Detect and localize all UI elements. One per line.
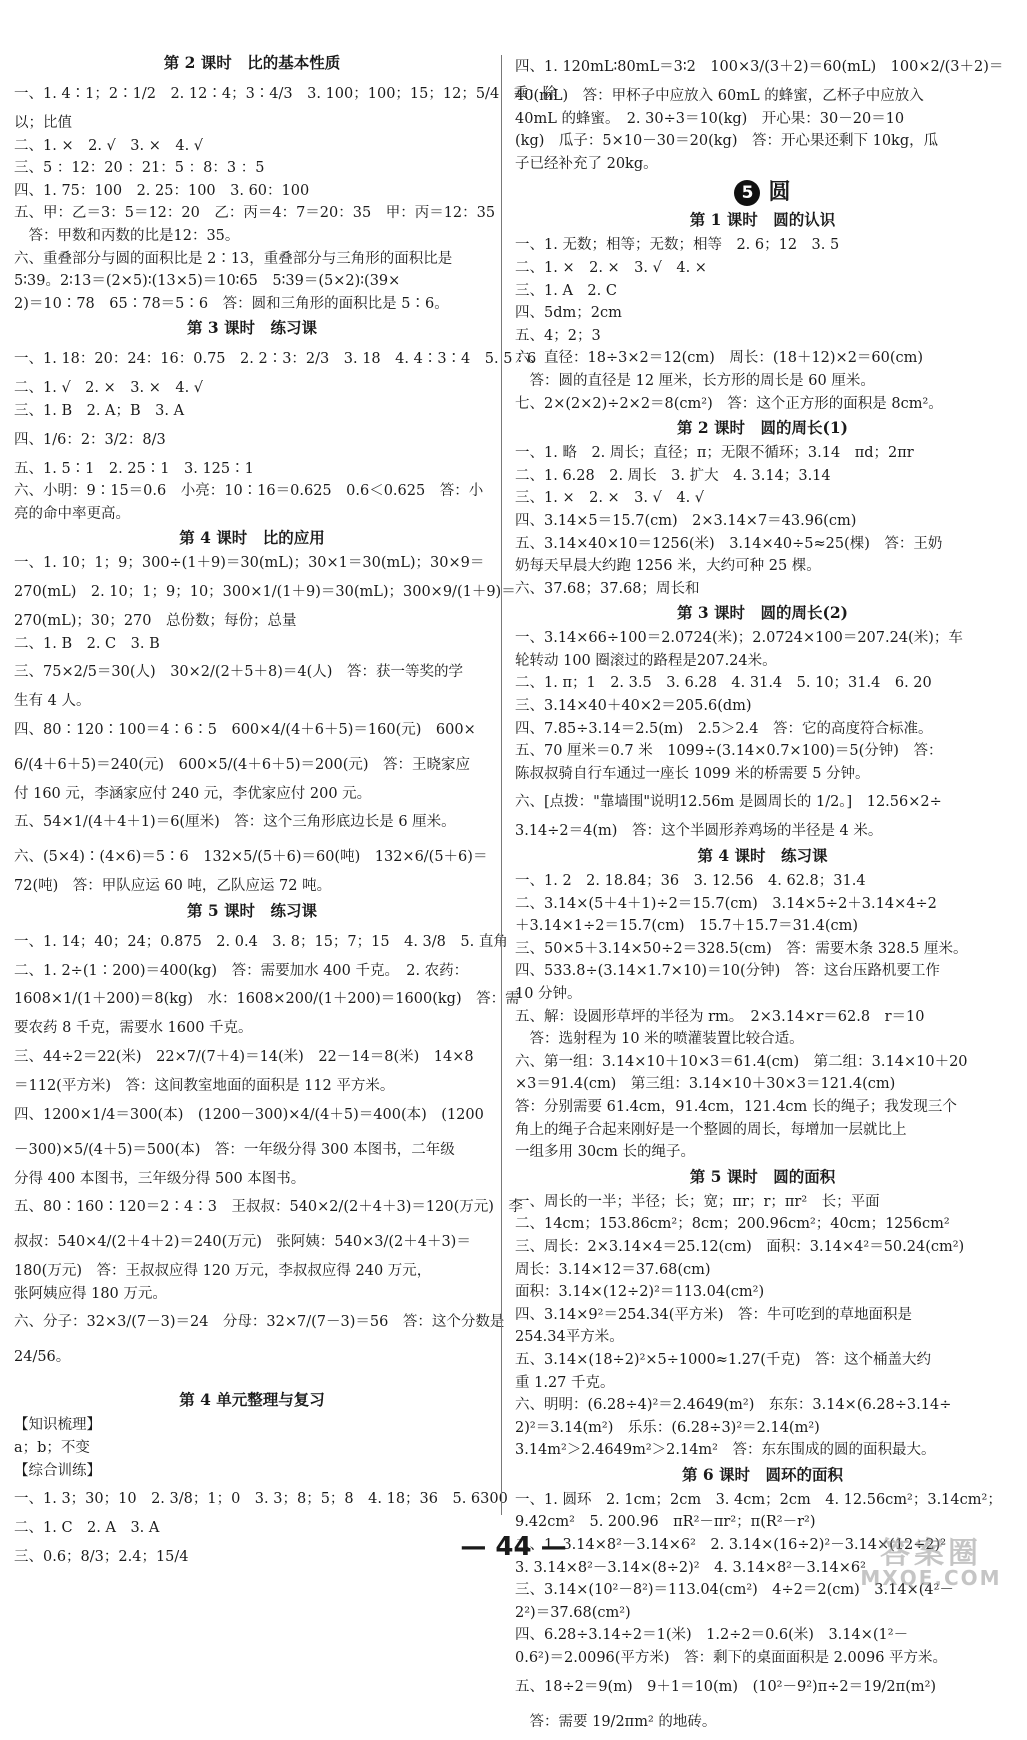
answer-line: 角上的绳子合起来刚好是一个整圆的周长，每增加一层就比上 (515, 1121, 907, 1138)
answer-line: 周长：3.14×12＝37.68(cm) (515, 1261, 711, 1278)
page-number: — 44 — (460, 1532, 567, 1562)
answer-line: 子已经补充了 20kg。 (515, 155, 658, 172)
answer-line: 六、[点拨："靠墙围"说明12.56m 是圆周长的 1/2。] 12.56×2÷ (515, 794, 942, 811)
answer-line: 五、甲：乙＝3：5＝12：20 乙：丙＝4：7＝20：35 甲：丙＝12：35 (14, 205, 496, 222)
answer-line: 三、1. × 2. × 3. √ 4. √ (515, 490, 705, 507)
answer-line: 付 160 元，李涵家应付 240 元，李优家应付 200 元。 (14, 785, 372, 802)
answer-line: 一、周长的一半；半径；长；宽；πr；r；πr² 长；平面 (515, 1193, 880, 1210)
answer-line: 五、4；2；3 (515, 327, 601, 344)
answer-line: 一、1. 2 2. 18.84；36 3. 12.56 4. 62.8；31.4 (515, 873, 866, 890)
section-heading: 第 5 课时 圆的面积 (689, 1166, 836, 1186)
answer-line: 5∶39。2∶13＝(2×5)∶(13×5)＝10∶65 5∶39＝(5×2)∶(39× (14, 273, 401, 290)
answer-line: 六、第一组：3.14×10＋10×3＝61.4(cm) 第二组：3.14×10＋20 (515, 1053, 968, 1070)
answer-line: ＝112(平方米) 答：这间教室地面的面积是 112 平方米。 (14, 1078, 395, 1095)
column-divider (501, 55, 502, 1515)
answer-line: 二、1. B 2. C 3. B (14, 635, 160, 652)
answer-line: 六、明明：(6.28÷4)²＝2.4649(m²) 东东：3.14×(6.28÷3.14÷ (515, 1397, 952, 1414)
answer-line: 三、3.14×(10²－8²)＝113.04(cm²) 4÷2＝2(cm) 3.14×(4²－ (515, 1582, 954, 1599)
answer-line: 亮的命中率更高。 (14, 505, 130, 522)
answer-line: 陈叔叔骑自行车通过一座长 1099 米的桥需要 5 分钟。 (515, 765, 870, 782)
answer-line: 以；比值 (14, 115, 72, 131)
answer-line: 一、1. 18：20：24：16：0.75 2. 2∶3：2/3 3. 18 4. 4∶3∶4 5. 5∶6 (14, 351, 537, 368)
answer-line: 六、重叠部分与圆的面积比是 2∶13，重叠部分与三角形的面积比是 (14, 250, 453, 267)
answer-line: 五、54×1/(4＋4＋1)＝6(厘米) 答：这个三角形底边长是 6 厘米。 (14, 814, 456, 831)
answer-line: 270(mL) 2. 10；1；9；10；300×1/(1＋9)＝30(mL)；300×9/(1＋9)＝ (14, 583, 516, 600)
answer-line: 二、1. 6.28 2. 周长 3. 扩大 4. 3.14；3.14 (515, 467, 831, 484)
answer-line: 五、70 厘米＝0.7 米 1099÷(3.14×0.7×100)＝5(分钟) 答： (515, 743, 943, 760)
answer-line: 答：需要 19/2πm² 的地砖。 (515, 1713, 717, 1730)
unit-title (515, 177, 1010, 207)
answer-line: 3. 3.14×8²－3.14×(8÷2)² 4. 3.14×8²－3.14×6² (515, 1559, 866, 1576)
answer-line: 张阿姨应得 180 万元。 (14, 1285, 167, 1302)
answer-line: 40(mL) 答：甲杯子中应放入 60mL 的蜂蜜，乙杯子中应放入 (515, 88, 924, 104)
section-heading: 第 3 课时 圆的周长(2) (676, 603, 849, 623)
answer-line: 一组多用 30cm 长的绳子。 (515, 1144, 696, 1161)
answer-line: 六、直径：18÷3×2＝12(cm) 周长：(18＋12)×2＝60(cm) (515, 350, 924, 367)
section-heading: 第 4 课时 比的应用 (179, 528, 325, 548)
answer-line: 二、1. C 2. A 3. A (14, 1520, 160, 1537)
answer-line: 答：甲数和丙数的比是12：35。 (14, 227, 240, 244)
answer-line: 2)＝10∶78 65∶78＝5∶6 答：圆和三角形的面积比是 5∶6。 (14, 295, 449, 312)
watermark-logo (842, 1528, 1020, 1594)
answer-line: 6/(4＋6＋5)＝240(元) 600×5/(4＋6＋5)＝200(元) 答：王晓家应 (14, 756, 471, 773)
answer-line: 三、0.6；8/3；2.4；15/4 (14, 1548, 189, 1565)
answer-line: ×3＝91.4(cm) 第三组：3.14×10＋30×3＝121.4(cm) (515, 1076, 896, 1093)
answer-line: 四、1. 120mL∶80mL＝3∶2 100×3/(3＋2)＝60(mL) 100×2/(3＋2)＝ (515, 59, 1004, 75)
unit-title-text: 圆 (768, 179, 791, 206)
answer-line: 3.14÷2＝4(m) 答：这个半圆形养鸡场的半径是 4 米。 (515, 823, 883, 840)
answer-line: 分得 400 本图书，三年级分得 500 本图书。 (14, 1170, 306, 1187)
answer-line: 轮转动 100 圈滚过的路程是207.24米。 (515, 652, 777, 669)
answer-line: (kg) 瓜子：5×10－30＝20(kg) 答：开心果还剩下 10kg，瓜 (515, 133, 939, 150)
answer-line: 一、1. 10；1；9；300÷(1＋9)＝30(mL)；30×1＝30(mL)；30×9＝ (14, 555, 485, 572)
answer-line: 一、3.14×66÷100＝2.0724(米)；2.0724×100＝207.24(米)；车 (515, 630, 963, 647)
answer-line: 答：分别需要 61.4cm，91.4cm，121.4cm 长的绳子；我发现三个 (515, 1098, 957, 1115)
answer-line: 五、解：设圆形草坪的半径为 rm。 2×3.14×r＝62.8 r＝10 (515, 1008, 925, 1025)
section-heading: 第 5 课时 练习课 (186, 900, 318, 920)
answer-line: 五、1. 5∶1 2. 25∶1 3. 125∶1 (14, 460, 254, 477)
watermark-text: 答案圈 (880, 1536, 982, 1571)
answer-line: 2²)＝37.68(cm²) (515, 1604, 631, 1621)
answer-line: 五、80∶160∶120＝2∶4∶3 王叔叔：540×2/(2＋4＋3)＝120(万元) 李 (14, 1199, 523, 1216)
answer-line: 四、533.8÷(3.14×1.7×10)＝10(分钟) 答：这台压路机要工作 (515, 963, 940, 980)
answer-line: 三、1. B 2. A；B 3. A (14, 402, 185, 419)
answer-line: 254.34平方米。 (515, 1329, 624, 1346)
answer-line: 五、3.14×(18÷2)²×5÷1000≈1.27(千克) 答：这个桶盖大约 (515, 1351, 932, 1368)
answer-line: 二、1. π；1 2. 3.5 3. 6.28 4. 31.4 5. 10；31.4 6. 20 (515, 675, 932, 692)
answer-line: 二、1. 2÷(1∶200)＝400(kg) 答：需要加水 400 千克。 2. 农药： (14, 962, 469, 979)
right-column (515, 50, 1010, 1740)
answer-line: 三、3.14×40＋40×2＝205.6(dm) (515, 698, 752, 715)
answer-line: 一、1. 略 2. 周长；直径；π；无限不循环；3.14 πd；2πr (515, 445, 914, 462)
answer-line: 三、1. A 2. C (515, 282, 617, 299)
watermark-url: MXQE.COM (860, 1566, 1002, 1590)
answer-line: 要农药 8 千克，需要水 1600 千克。 (14, 1020, 253, 1037)
answer-line: 叔叔：540×4/(2＋4＋2)＝240(万元) 张阿姨：540×3/(2＋4＋3)＝ (14, 1234, 471, 1251)
unit-number-badge: 5 (734, 180, 760, 206)
answer-line: 二、1. × 2. × 3. √ 4. × (515, 259, 707, 276)
answer-line: 一、1. 3；30；10 2. 3/8；1；0 3. 3；8；5；8 4. 18；36 5. 6300 (14, 1491, 508, 1508)
answer-line: 三、50×5＋3.14×50÷2＝328.5(cm) 答：需要木条 328.5 厘米。 (515, 940, 968, 957)
answer-line: 270(mL)；30；270 总份数；每份；总量 (14, 612, 297, 629)
section-heading: 第 3 课时 练习课 (186, 318, 318, 338)
section-heading: 第 4 课时 练习课 (697, 846, 828, 866)
answer-line: 24/56。 (14, 1349, 71, 1366)
answer-line: 二、3.14×(5＋4＋1)÷2＝15.7(cm) 3.14×5÷2＋3.14×4÷2 (515, 895, 937, 912)
answer-line: 五、18÷2＝9(m) 9＋1＝10(m) (10²－9²)π÷2＝19/2π(m²) (515, 1678, 937, 1695)
answer-line: －300)×5/(4＋5)＝500(本) 答：一年级分得 300 本图书，二年级 (14, 1141, 455, 1158)
answer-line: 七、2×(2×2)÷2×2＝8(cm²) 答：这个正方形的面积是 8cm²。 (515, 395, 943, 412)
answer-line: ＋3.14×1÷2＝15.7(cm) 15.7＋15.7＝31.4(cm) (515, 918, 859, 935)
answer-line: 四、5dm；2cm (515, 305, 622, 322)
answer-line: 二、1. × 2. √ 3. × 4. √ (14, 137, 204, 154)
answer-line: 四、6.28÷3.14÷2＝1(米) 1.2÷2＝0.6(米) 3.14×(1²－ (515, 1627, 909, 1644)
answer-line: 答：选射程为 10 米的喷灌装置比较合适。 (515, 1031, 804, 1048)
answer-line: 二、14cm；153.86cm²；8cm；200.96cm²；40cm；1256cm² (515, 1216, 950, 1233)
section-heading: 第 2 课时 圆的周长(1) (676, 418, 849, 438)
answer-line: 【综合训练】 (14, 1462, 101, 1479)
section-heading: 第 1 课时 圆的认识 (689, 210, 836, 230)
section-spacer (14, 1375, 490, 1387)
answer-line: 四、1/6：2：3/2：8/3 (14, 431, 166, 448)
answer-line: 奶每天早晨大约跑 1256 米，大约可种 25 棵。 (515, 558, 821, 575)
answer-line: 2)²＝3.14(m²) 乐乐：(6.28÷3)²＝2.14(m²) (515, 1419, 820, 1436)
answer-line: 三、周长：2×3.14×4＝25.12(cm) 面积：3.14×4²＝50.24(cm²) (515, 1238, 965, 1255)
answer-line: 面积：3.14×(12÷2)²＝113.04(cm²) (515, 1284, 765, 1301)
answer-line: 三、44÷2＝22(米) 22×7/(7＋4)＝14(米) 22－14＝8(米) 14×8 (14, 1049, 474, 1066)
answer-line: 二、1. √ 2. × 3. × 4. √ (14, 380, 204, 397)
answer-line: 3.14m²＞2.4649m²＞2.14m² 答：东东围成的圆的面积最大。 (515, 1442, 936, 1459)
answer-line: 四、3.14×9²＝254.34(平方米) 答：牛可吃到的草地面积是 (515, 1306, 913, 1323)
answer-line: 一、1. 圆环 2. 1cm；2cm 3. 4cm；2cm 4. 12.56cm²；3.14cm²； (515, 1491, 1002, 1508)
section-heading: 第 6 课时 圆环的面积 (681, 1464, 844, 1484)
answer-line: 四、7.85÷3.14＝2.5(m) 2.5＞2.4 答：它的高度符合标准。 (515, 720, 933, 737)
answer-line: 六、(5×4)∶(4×6)＝5∶6 132×5/(5＋6)＝60(吨) 132×6/(5＋6)＝ (14, 849, 488, 866)
answer-line: 五、3.14×40×10＝1256(米) 3.14×40÷5≈25(棵) 答：王奶 (515, 535, 943, 552)
answer-line: 二、1. 3.14×8²－3.14×6² 2. 3.14×(16÷2)²－3.14×(12÷2)² (515, 1537, 947, 1554)
answer-line: 三、75×2/5＝30(人) 30×2/(2＋5＋8)＝4(人) 答：获一等奖的学 (14, 664, 463, 681)
answer-line: 180(万元) 答：王叔叔应得 120 万元，李叔叔应得 240 万元， (14, 1263, 432, 1280)
answer-line: 0.6²)＝2.0096(平方米) 答：剩下的桌面面积是 2.0096 平方米。 (515, 1650, 948, 1667)
answer-line: 【知识梳理】 (14, 1417, 101, 1434)
section-heading: 第 2 课时 比的基本性质 (163, 53, 341, 72)
answer-line: 一、1. 4∶1；2∶1/2 2. 12∶4；3∶4/3 3. 100；100；15；12；5/4 乘；除 (14, 86, 558, 102)
answer-line: 一、1. 14；40；24；0.875 2. 0.4 3. 8；15；7；15 4. 3/8 5. 直角 (14, 933, 508, 950)
answer-line: 72(吨) 答：甲队应运 60 吨，乙队应运 72 吨。 (14, 878, 332, 895)
answer-line: 三、5 ：12：20 ：21：5 ：8：3 ：5 (14, 160, 265, 177)
answer-line: 四、1. 75：100 2. 25：100 3. 60：100 (14, 182, 310, 199)
answer-line: 六、分子：32×3/(7－3)＝24 分母：32×7/(7－3)＝56 答：这个分数是 (14, 1314, 505, 1331)
answer-line: 40mL 的蜂蜜。 2. 30÷3＝10(kg) 开心果：30－20＝10 (515, 110, 905, 127)
answer-line: 生有 4 人。 (14, 693, 91, 710)
answer-line: 六、37.68；37.68；周长和 (515, 580, 700, 597)
answer-line: 四、1200×1/4＝300(本) (1200－300)×4/(4＋5)＝400(本) (1200 (14, 1106, 484, 1123)
answer-line: 四、80∶120∶100＝4∶6∶5 600×4/(4＋6＋5)＝160(元) 600× (14, 721, 476, 738)
answer-line: 四、3.14×5＝15.7(cm) 2×3.14×7＝43.96(cm) (515, 512, 857, 529)
section-heading: 第 4 单元整理与复习 (179, 1390, 325, 1410)
answer-line: 10 分钟。 (515, 986, 582, 1002)
answer-line: a；b；不变 (14, 1440, 90, 1457)
answer-line: 重 1.27 千克。 (515, 1374, 615, 1391)
answer-line: 1608×1/(1＋200)＝8(kg) 水：1608×200/(1＋200)＝1600(kg) 答：需 (14, 991, 520, 1008)
answer-line: 一、1. 无数；相等；无数；相等 2. 6；12 3. 5 (515, 237, 840, 254)
answer-line: 9.42cm² 5. 200.96 πR²－πr²；π(R²－r²) (515, 1514, 816, 1531)
answer-line: 答：圆的直径是 12 厘米，长方形的周长是 60 厘米。 (515, 372, 875, 389)
answer-line: 六、小明：9∶15＝0.6 小亮：10∶16＝0.625 0.6＜0.625 答：小 (14, 483, 484, 500)
